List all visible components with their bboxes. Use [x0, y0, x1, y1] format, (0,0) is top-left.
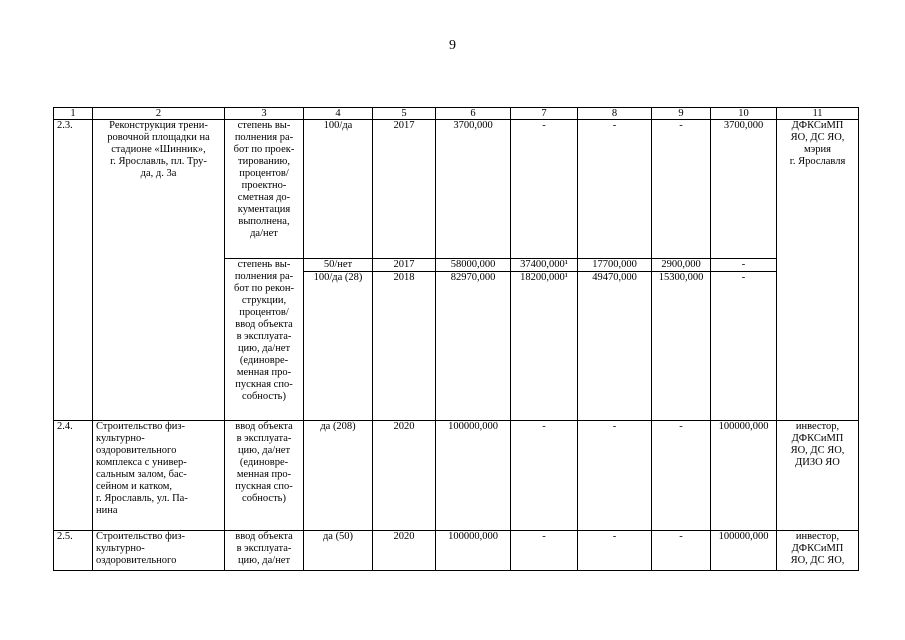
amount-col10: -	[711, 259, 777, 272]
object-name: Строительство физ- культурно- оздоровительного комплекса с универ- сальным залом, бас- сейном и катком, г. Ярославль, ул. Па- нина	[93, 421, 225, 531]
table-row	[54, 531, 859, 571]
indicator-value: да (208)	[304, 421, 373, 531]
col-header: 2	[93, 108, 225, 120]
col-header: 6	[436, 108, 511, 120]
col-header: 7	[511, 108, 578, 120]
amount-col9: -	[652, 120, 711, 259]
object-name: Строительство физ- культурно- оздоровительного	[93, 531, 225, 571]
amount-col9: 2900,000	[652, 259, 711, 272]
amount-col10: 100000,000	[711, 531, 777, 571]
col-header: 8	[578, 108, 652, 120]
year: 2017	[373, 120, 436, 259]
responsible: инвестор, ДФКСиМП ЯО, ДС ЯО, ДИЗО ЯО	[777, 421, 859, 531]
amount-col7: -	[511, 531, 578, 571]
indicator-value: 50/нет	[304, 259, 373, 272]
amount-col8: -	[578, 531, 652, 571]
indicator: ввод объекта в эксплуата- цию, да/нет	[225, 531, 304, 571]
amount-col9: -	[652, 421, 711, 531]
object-name: Реконструкция трени- ровочной площадки на стадионе «Шинник», г. Ярославль, пл. Тру- да, д. 3а	[93, 120, 225, 421]
amount-col8: 17700,000	[578, 259, 652, 272]
col-header: 4	[304, 108, 373, 120]
indicator-value: 100/да	[304, 120, 373, 259]
responsible: ДФКСиМП ЯО, ДС ЯО, мэрия г. Ярославля	[777, 120, 859, 421]
year: 2020	[373, 531, 436, 571]
program-table	[53, 107, 859, 571]
amount-col8: -	[578, 120, 652, 259]
indicator-value: 100/да (28)	[304, 272, 373, 421]
amount-col7: -	[511, 421, 578, 531]
amount-col7: 37400,000¹	[511, 259, 578, 272]
amount-col10: -	[711, 272, 777, 421]
responsible: инвестор, ДФКСиМП ЯО, ДС ЯО,	[777, 531, 859, 571]
col-header: 11	[777, 108, 859, 120]
table-row	[54, 120, 859, 259]
indicator-value: да (50)	[304, 531, 373, 571]
row-number: 2.4.	[54, 421, 93, 531]
amount-col8: 49470,000	[578, 272, 652, 421]
indicator: ввод объекта в эксплуата- цию, да/нет (единовре- менная про- пускная спо- собность)	[225, 421, 304, 531]
amount-col9: -	[652, 531, 711, 571]
total-amount: 100000,000	[436, 531, 511, 571]
year: 2017	[373, 259, 436, 272]
page-number: 9	[449, 38, 456, 53]
amount-col10: 3700,000	[711, 120, 777, 259]
year: 2020	[373, 421, 436, 531]
row-number: 2.3.	[54, 120, 93, 421]
amount-col9: 15300,000	[652, 272, 711, 421]
col-header: 9	[652, 108, 711, 120]
col-header: 1	[54, 108, 93, 120]
row-number: 2.5.	[54, 531, 93, 571]
amount-col8: -	[578, 421, 652, 531]
indicator: степень вы- полнения ра- бот по проек- тированию, процентов/ проектно- сметная до- кументация выполнена, да/нет	[225, 120, 304, 259]
total-amount: 100000,000	[436, 421, 511, 531]
col-header: 5	[373, 108, 436, 120]
year: 2018	[373, 272, 436, 421]
header-row	[54, 108, 859, 120]
col-header: 10	[711, 108, 777, 120]
table-row	[54, 421, 859, 531]
indicator: степень вы- полнения ра- бот по рекон- струкции, процентов/ ввод объекта в эксплуата- цию, да/нет (единовре- менная про- пускная спо- собность)	[225, 259, 304, 421]
total-amount: 3700,000	[436, 120, 511, 259]
amount-col7: 18200,000¹	[511, 272, 578, 421]
col-header: 3	[225, 108, 304, 120]
total-amount: 82970,000	[436, 272, 511, 421]
amount-col10: 100000,000	[711, 421, 777, 531]
amount-col7: -	[511, 120, 578, 259]
total-amount: 58000,000	[436, 259, 511, 272]
